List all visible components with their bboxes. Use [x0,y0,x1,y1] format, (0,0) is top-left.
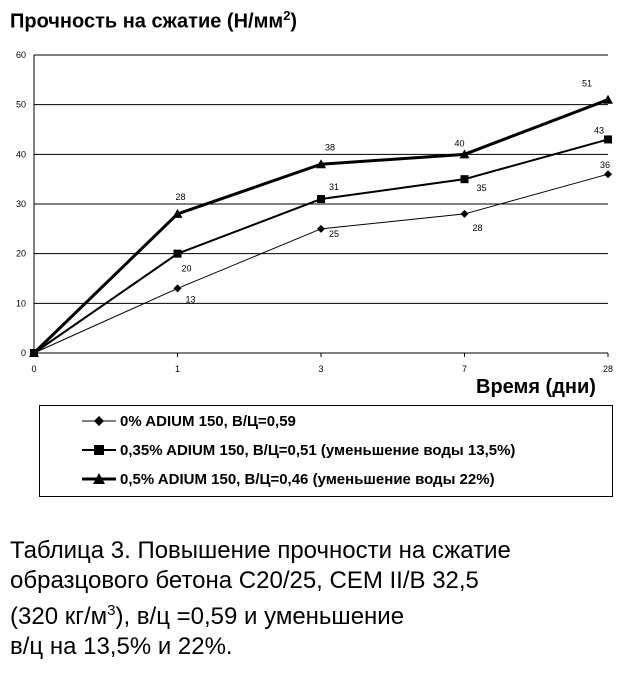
y-tick-label-6: 60 [15,50,26,60]
legend-label-1: 0,35% ADIUM 150, В/Ц=0,51 (уменьшение воды 13,5%) [120,441,516,459]
point-s2-4 [603,95,613,104]
x-tick-label-4: 28 [602,364,614,374]
series-group [29,95,613,357]
y-tick-label-3: 30 [15,199,26,209]
data-label-s0-2: 25 [329,228,340,239]
legend-marker-square [82,443,116,457]
data-label-s0-4: 36 [600,160,611,171]
x-tick-label-3: 7 [461,364,468,374]
data-label-s2-2: 38 [325,142,336,153]
data-label-s0-1: 13 [185,294,196,305]
data-label-s1-1: 20 [181,263,192,274]
x-tick-label-0: 0 [31,364,37,374]
series-line-1 [34,139,611,353]
caption-line-3: (320 $кг/м^3$), в/ц =0,59 и уменьшение [10,602,405,630]
legend-label-2: 0,5% ADIUM 150, В/Ц=0,46 (уменьшение воды 22%) [120,470,495,488]
x-tick-label-2: 3 [318,364,324,374]
data-label-s2-3: 40 [454,138,465,149]
point-s0-1 [174,284,182,292]
caption-line-4: в/ц на 13,5% и 22%. [10,633,233,660]
legend-label-0: 0% ADIUM 150, В/Ц=0,59 [120,412,296,430]
legend-marker-diamond [82,414,116,428]
y-tick-label-0: 0 [20,348,26,358]
legend-marker-triangle [82,472,116,486]
point-s0-2 [317,225,325,233]
caption-line-2: образцового бетона C20/25, CEM II/B 32,5 [10,567,479,594]
y-tick-label-2: 20 [15,248,26,259]
x-tick-label-1: 1 [174,364,181,374]
point-s0-4 [604,170,612,178]
chart-title: Прочность на сжатие $(Н/мм^2)$ [10,8,298,33]
figure-caption [10,536,630,662]
data-label-s1-2: 31 [329,182,340,193]
point-s0-3 [461,210,469,218]
point-s1-4 [604,135,612,143]
x-axis-label: Время (дни) [476,376,596,398]
point-s1-1 [174,250,182,258]
gridlines [34,55,611,303]
data-label-s2-1: 28 [175,191,186,202]
legend-item-1 [82,439,515,461]
legend-item-2 [82,468,495,490]
data-label-s0-3: 28 [472,222,483,233]
data-label-s1-4: 43 [594,125,605,136]
legend-item-0 [82,410,296,432]
point-s1-3 [461,175,469,183]
data-label-s1-3: 35 [476,183,487,194]
caption-line-1: Таблица 3. Повышение прочности на сжатие [10,537,511,564]
y-tick-label-1: 10 [15,298,26,309]
y-tick-label-5: 50 [15,99,26,110]
legend [39,405,613,497]
axes [16,50,613,374]
data-label-s2-4: 51 [582,78,593,89]
point-s1-2 [317,195,325,203]
y-tick-label-4: 40 [15,149,26,160]
